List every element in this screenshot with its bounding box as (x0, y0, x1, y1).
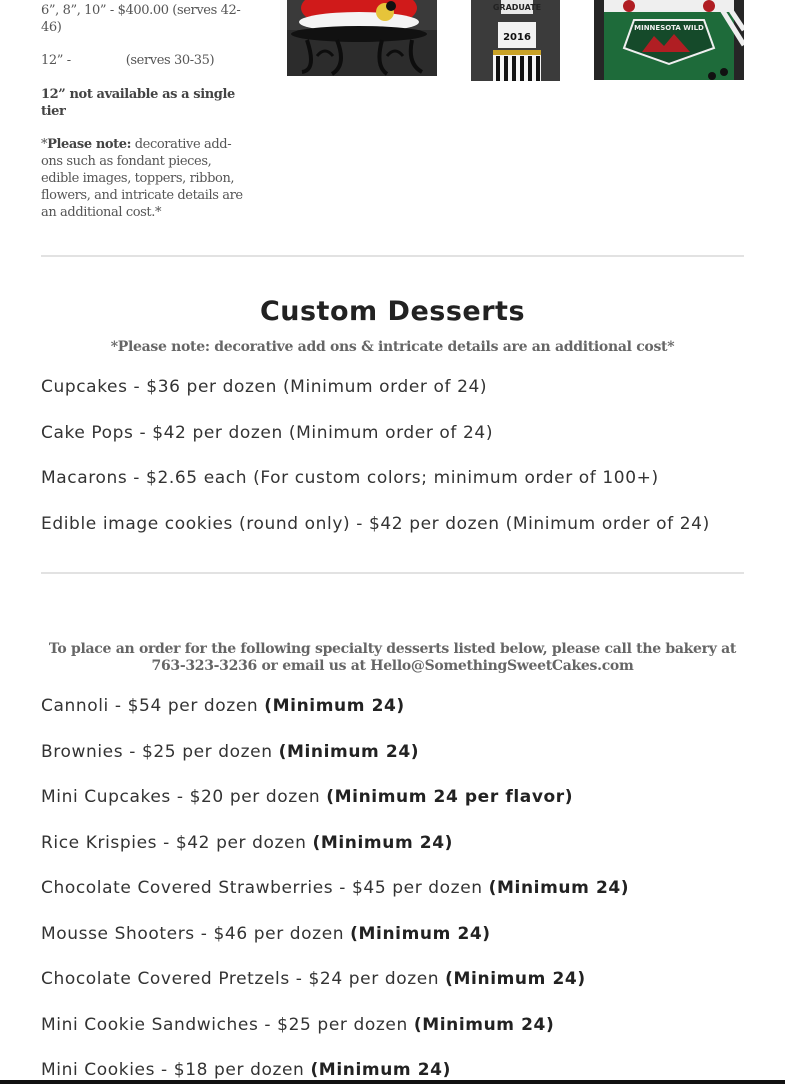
specialty-item-mousse-shooters (41, 924, 491, 944)
specialty-item-text: Mini Cupcakes - $20 per dozen (41, 787, 327, 807)
menu-item-macarons: Macarons - $2.65 each (For custom colors; minimum order of 100+) (41, 468, 659, 488)
cake2-topper-text: GRADUATE (492, 3, 542, 12)
specialty-item-text: Mousse Shooters - $46 per dozen (41, 924, 351, 944)
tier-decor-note (41, 136, 251, 221)
tier-12-prefix: 12” - (41, 53, 71, 68)
section-divider-middle (41, 572, 744, 574)
specialty-item-minimum: (Minimum 24) (413, 1015, 555, 1035)
specialty-item-text: Cannoli - $54 per dozen (41, 696, 265, 716)
cake-photo-mickey[interactable] (287, 0, 437, 76)
tier-12-serves: (serves 30-35) (125, 53, 215, 68)
tier-price-6-8-10: 6”, 8”, 10” - $400.00 (serves 42-46) (41, 3, 241, 35)
specialty-item-text: Chocolate Covered Strawberries - $45 per dozen (41, 878, 489, 898)
specialty-item-text: Mini Cookies - $18 per dozen (41, 1060, 311, 1080)
specialty-item-chocolate-strawberries (41, 878, 629, 898)
specialty-item-minimum: (Minimum 24) (445, 969, 586, 989)
specialty-item-rice-krispies (41, 833, 453, 853)
specialty-item-mini-cookie-sandwiches (41, 1015, 554, 1035)
specialty-item-text: Chocolate Covered Pretzels - $24 per dozen (41, 969, 446, 989)
tier-12-not-available: 12” not available as a single tier (41, 87, 235, 119)
specialty-item-minimum: (Minimum 24) (310, 1060, 451, 1080)
bottom-edge-bar (0, 1080, 785, 1084)
specialty-order-note: To place an order for the following specialty desserts listed below, please call the bakery at 763-323-3236 or email us at Hello@SomethingSweetCakes.com (48, 641, 737, 674)
specialty-item-minimum: (Minimum 24) (264, 696, 405, 716)
specialty-item-brownies (41, 742, 419, 762)
specialty-item-minimum: (Minimum 24) (312, 833, 454, 853)
tier-price-12 (41, 52, 251, 69)
specialty-item-minimum: (Minimum 24 per flavor) (326, 787, 574, 807)
specialty-item-text: Mini Cookie Sandwiches - $25 per dozen (41, 1015, 414, 1035)
specialty-item-chocolate-pretzels (41, 969, 586, 989)
menu-item-edible-image-cookies: Edible image cookies (round only) - $42 per dozen (Minimum order of 24) (41, 514, 710, 534)
note-text: decorative add-ons such as fondant pieces, edible images, toppers, ribbon, flowers, and intricate details are an additional cost.* (41, 137, 243, 220)
specialty-item-text: Brownies - $25 per dozen (41, 742, 279, 762)
section-divider-top (41, 255, 744, 257)
cake2-year-text: 2016 (503, 32, 531, 43)
specialty-item-minimum: (Minimum 24) (278, 742, 420, 762)
specialty-item-text: Rice Krispies - $42 per dozen (41, 833, 313, 853)
specialty-item-mini-cupcakes (41, 787, 573, 807)
menu-item-cake-pops: Cake Pops - $42 per dozen (Minimum order of 24) (41, 423, 494, 443)
specialty-item-minimum: (Minimum 24) (488, 878, 630, 898)
specialty-item-mini-cookies (41, 1060, 451, 1080)
note-label: Please note: (47, 137, 132, 152)
menu-item-cupcakes: Cupcakes - $36 per dozen (Minimum order of 24) (41, 377, 488, 397)
custom-desserts-note: *Please note: decorative add ons & intricate details are an additional cost* (110, 339, 675, 355)
specialty-item-minimum: (Minimum 24) (350, 924, 491, 944)
note-star: * (41, 137, 48, 152)
cake-photo-graduation[interactable] (471, 0, 560, 81)
cake3-label-text: MINNESOTA WILD (634, 24, 704, 32)
custom-desserts-title: Custom Desserts (259, 296, 526, 327)
specialty-item-cannoli (41, 696, 405, 716)
cake-photo-minnesota-wild[interactable] (594, 0, 744, 80)
